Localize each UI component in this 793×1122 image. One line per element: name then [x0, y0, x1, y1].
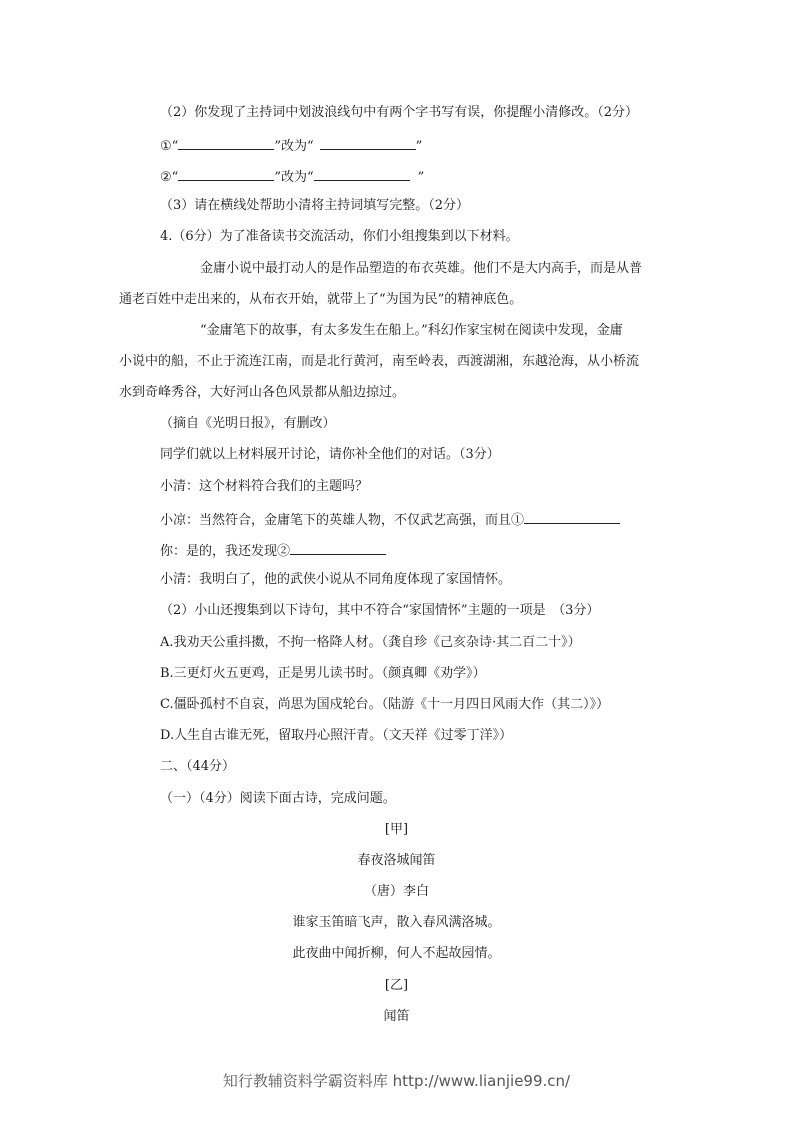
option-d[interactable]: D.人生自古谁无死，留取丹心照汗青。（文天祥《过零丁洋》）	[160, 728, 513, 743]
correction-row-2	[160, 166, 424, 187]
correction-1-wrong-blank[interactable]	[178, 135, 274, 150]
option-b[interactable]: B.三更灯火五更鸡，正是男儿读书时。（颜真卿《劝学》）	[160, 666, 486, 681]
answer-blank-1[interactable]	[524, 509, 620, 524]
poem-2-title: 闻笛	[383, 1009, 410, 1024]
section-2-heading: 二、（44分）	[160, 759, 236, 774]
correction-1-middle: ”改为“	[274, 139, 314, 154]
material-2-line-1: “金庸笔下的故事，有太多发生在船上。”科幻作家宝树在阅读中发现，金庸	[200, 323, 623, 338]
option-a[interactable]: A.我劝天公重抖擞，不拘一格降人材。（龚自珍《己亥杂诗·其二百二十》）	[160, 635, 581, 650]
poem-label-yi: [乙]	[384, 978, 409, 993]
correction-1-open: ①“	[160, 139, 179, 154]
poem-1-line-1: 谁家玉笛暗飞声，散入春风满洛城。	[292, 915, 501, 930]
poem-label-jia: [甲]	[384, 822, 409, 837]
dialogue-line-3	[160, 540, 386, 561]
q2-instruction: （2）你发现了主持词中划波浪线句中有两个字书写有误，你提醒小清修改。（2分）	[160, 105, 639, 120]
page-footer-watermark: 知行教辅资料学霸资料库 http://www.lianjie99.cn/	[222, 1072, 571, 1090]
dialogue-line-2	[160, 509, 620, 530]
material-2-line-3: 水到奇峰秀谷，大好河山各色风景都从船边掠过。	[119, 385, 406, 400]
q4-intro: 4.（6分）为了准备读书交流活动，你们小组搜集到以下材料。	[160, 229, 519, 244]
poem-1-line-2: 此夜曲中闻折柳，何人不起故园情。	[292, 946, 501, 961]
correction-2-open: ②“	[160, 170, 179, 185]
correction-2-right-blank[interactable]	[314, 166, 410, 181]
dialogue-line-3-text: 你：是的，我还发现②	[160, 544, 291, 559]
material-2-line-2: 小说中的船，不止于流连江南，而是北行黄河，南至岭表，西渡湖湘，东越沧海，从小桥流	[119, 354, 640, 369]
correction-2-middle: ”改为“	[274, 170, 314, 185]
material-source: （摘自《光明日报》，有删改）	[160, 416, 336, 431]
answer-blank-2[interactable]	[290, 540, 386, 555]
dialogue-line-4: 小清：我明白了，他的武侠小说从不同角度体现了家国情怀。	[160, 572, 512, 587]
material-1-line-2: 通老百姓中走出来的，从布衣开始，就带上了“为国为民”的精神底色。	[119, 292, 523, 307]
option-c[interactable]: C.僵卧孤村不自哀，尚思为国戍轮台。（陆游《十一月四日风雨大作（其二）》）	[160, 697, 610, 712]
q3-instruction: （3）请在横线处帮助小清将主持词填写完整。（2分）	[160, 198, 470, 213]
poem-1-author: （唐）李白	[363, 884, 429, 899]
dialogue-line-1: 小清：这个材料符合我们的主题吗？	[160, 479, 369, 494]
correction-2-close: ”	[417, 170, 425, 185]
section-2-part-1-instruction: （一）（4分）阅读下面古诗，完成问题。	[160, 791, 396, 806]
q4-sub2-instruction: （2）小山还搜集到以下诗句，其中不符合“家国情怀”主题的一项是 （3分）	[160, 603, 600, 618]
material-1-line-1: 金庸小说中最打动人的是作品塑造的布衣英雄。他们不是大内高手，而是从普	[200, 261, 643, 276]
correction-row-1	[160, 135, 422, 156]
correction-2-wrong-blank[interactable]	[178, 166, 274, 181]
correction-1-close: ”	[415, 139, 423, 154]
discussion-task: 同学们就以上材料展开讨论，请你补全他们的对话。（3分）	[160, 447, 500, 462]
correction-1-right-blank[interactable]	[320, 135, 416, 150]
poem-1-title: 春夜洛城闻笛	[357, 853, 436, 868]
dialogue-line-2-text: 小凉：当然符合，金庸笔下的英雄人物，不仅武艺高强，而且①	[160, 513, 525, 528]
